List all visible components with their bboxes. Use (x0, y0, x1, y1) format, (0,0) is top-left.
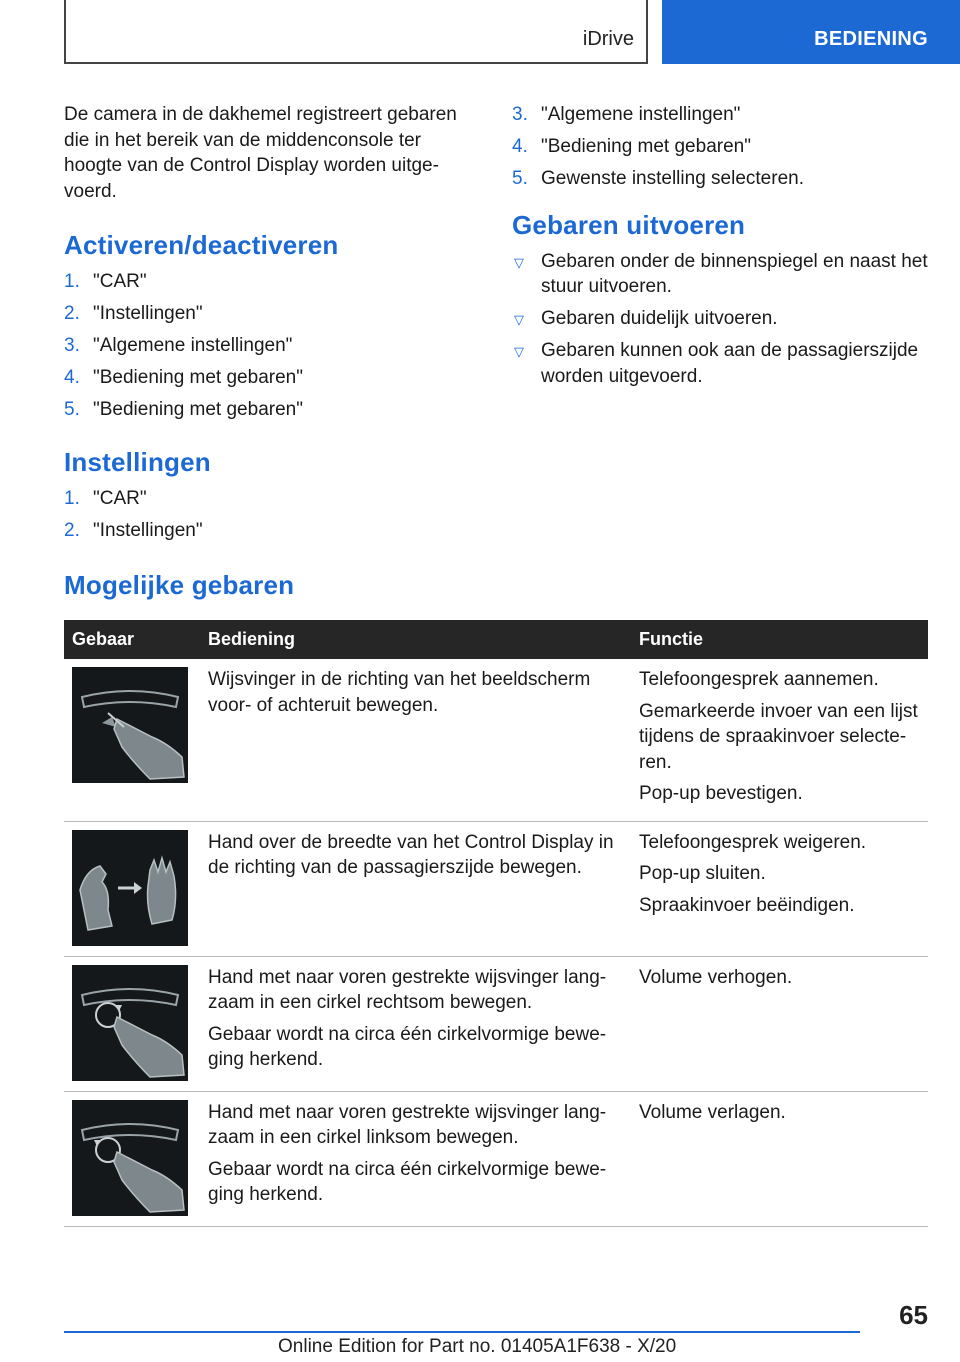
list-item: 3. "Algemene instellingen" (512, 104, 741, 125)
intro-paragraph: De camera in de dakhemel registreert gebaren die in het bereik van de middenconsole ter hoogte van de Control Display worden uitge-voerd. (64, 104, 457, 202)
uitvoeren-bullets (512, 249, 932, 390)
list-item: 4. "Bediening met gebaren" (512, 136, 751, 157)
activeren-steps (64, 269, 464, 423)
gesture-image-cell (64, 1091, 200, 1226)
finger-circle-clockwise-gesture-icon (72, 965, 188, 1081)
table-row (64, 659, 928, 821)
column-header: Bediening (200, 620, 631, 659)
bediening-cell: Hand met naar voren gestrekte wijsvinger lang-zaam in een cirkel linksom bewegen. Gebaar wordt na circa één cirkelvormige bewe-ging herkend. (200, 1091, 631, 1226)
heading-activeren: Activeren/deactiveren (64, 230, 339, 260)
triangle-bullet-icon: ▽ (514, 312, 524, 327)
functie-cell: Volume verlagen. (631, 1091, 928, 1226)
instellingen-steps-a (64, 486, 464, 544)
chapter-tab (662, 0, 960, 64)
list-item: ▽ Gebaren duidelijk uitvoeren. (512, 306, 932, 332)
chapter-tab-label: BEDIENING (814, 28, 928, 50)
list-item: 3. "Algemene instellingen" (64, 335, 293, 356)
gestures-table (64, 620, 928, 1227)
list-item: 1. "CAR" (64, 487, 147, 509)
footer-divider (64, 1331, 860, 1333)
heading-uitvoeren: Gebaren uitvoeren (512, 209, 746, 240)
list-item: 2. "Instellingen" (64, 519, 203, 541)
column-header: Functie (631, 620, 928, 659)
list-item: 1. "CAR" (64, 271, 147, 292)
footer-edition: Online Edition for Part no. 01405A1F638 - X/20 (278, 1336, 677, 1357)
gesture-image-cell (64, 659, 200, 821)
right-column (512, 102, 932, 396)
functie-cell: Volume verhogen. (631, 956, 928, 1091)
bediening-cell: Hand met naar voren gestrekte wijsvinger lang-zaam in een cirkel rechtsom bewegen. Gebaar wordt na circa één cirkelvormige bewe-ging herkend. (200, 956, 631, 1091)
list-item: 2. "Instellingen" (64, 303, 203, 324)
triangle-bullet-icon: ▽ (514, 344, 524, 359)
bediening-cell: Wijsvinger in de richting van het beeldscherm voor- of achteruit bewegen. (200, 659, 631, 821)
instellingen-steps-b (512, 102, 932, 192)
bediening-cell: Hand over de breedte van het Control Display in de richting van de passagierszijde bewegen. (200, 821, 631, 956)
gesture-image-cell (64, 956, 200, 1091)
gesture-image-cell (64, 821, 200, 956)
column-header: Gebaar (64, 620, 200, 659)
left-column (64, 102, 464, 550)
list-item: 5. "Bediening met gebaren" (64, 399, 303, 420)
table-header-row (64, 620, 928, 659)
list-item: ▽ Gebaren kunnen ook aan de passagierszijde worden uitgevoerd. (514, 340, 919, 387)
page-number: 65 (899, 1300, 928, 1330)
triangle-bullet-icon: ▽ (514, 254, 524, 270)
finger-forward-back-gesture-icon (72, 667, 188, 783)
list-item: 4. "Bediening met gebaren" (64, 367, 303, 388)
table-row (64, 1091, 928, 1226)
finger-circle-counterclockwise-gesture-icon (72, 1100, 188, 1216)
heading-mogelijke-gebaren: Mogelijke gebaren (64, 570, 295, 600)
hand-swipe-gesture-icon (72, 830, 188, 946)
list-item: ▽ Gebaren onder de binnenspiegel en naast het stuur uitvoeren. (514, 250, 928, 297)
table-row (64, 821, 928, 956)
functie-cell: Telefoongesprek weigeren. Pop-up sluiten. Spraakinvoer beëindigen. (631, 821, 928, 956)
table-row (64, 956, 928, 1091)
section-tab-label: iDrive (582, 28, 634, 50)
list-item: 5. Gewenste instelling selecteren. (512, 168, 804, 189)
section-tab (64, 0, 648, 64)
functie-cell: Telefoongesprek aannemen. Gemarkeerde invoer van een lijst tijdens de spraakinvoer selecte-ren. Pop-up bevestigen. (631, 659, 928, 821)
heading-instellingen: Instellingen (64, 446, 211, 477)
